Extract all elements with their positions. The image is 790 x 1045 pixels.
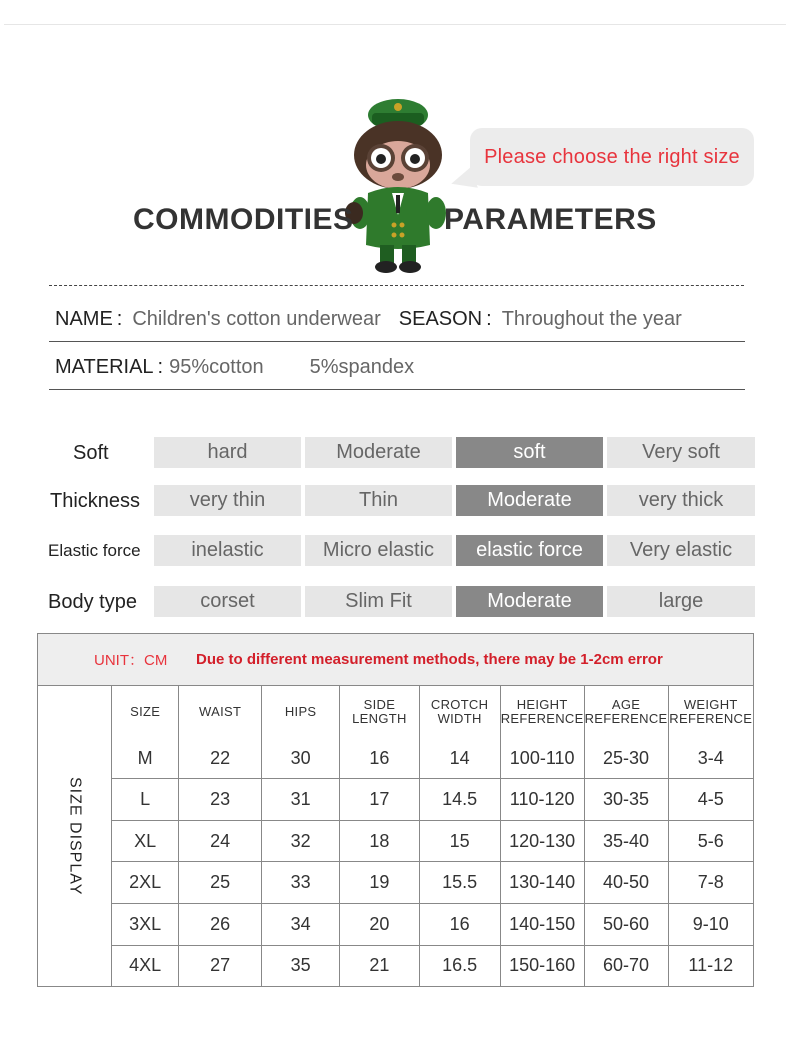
season-label: SEASON xyxy=(398,308,483,330)
attr-option-micro-elastic[interactable]: Micro elastic xyxy=(305,535,452,566)
attr-option-very-elastic[interactable]: Very elastic xyxy=(607,535,755,566)
title-parameters: PARAMETERS xyxy=(444,203,657,236)
header-side-length: SIDE LENGTH xyxy=(340,686,419,738)
table-row xyxy=(112,820,753,862)
material-separator: : xyxy=(157,356,164,378)
cell-hips: 33 xyxy=(261,862,339,904)
table-row xyxy=(112,904,753,946)
attr-label-thickness: Thickness xyxy=(50,489,141,512)
attr-option-moderate-body-selected[interactable]: Moderate xyxy=(456,586,603,617)
cell-size: L xyxy=(112,779,179,821)
attr-option-moderate-selected[interactable]: Moderate xyxy=(456,485,603,516)
cell-side-length: 16 xyxy=(340,738,419,779)
header-size: SIZE xyxy=(112,686,179,738)
attr-option-very-thin[interactable]: very thin xyxy=(154,485,301,516)
speech-bubble-text: Please choose the right size xyxy=(484,145,740,168)
measurement-note: Due to different measurement methods, there may be 1-2cm error xyxy=(196,651,663,668)
attr-label-soft: Soft xyxy=(73,441,109,464)
title-commodities: COMMODITIES xyxy=(133,203,354,236)
cell-size: 3XL xyxy=(112,904,179,946)
cell-height-reference: 130-140 xyxy=(500,862,584,904)
cell-crotch-width: 16 xyxy=(419,904,500,946)
attr-option-slim-fit[interactable]: Slim Fit xyxy=(305,586,452,617)
cell-age-reference: 40-50 xyxy=(584,862,668,904)
cell-weight-reference: 7-8 xyxy=(668,862,753,904)
cell-hips: 31 xyxy=(261,779,339,821)
header-weight-reference: WEIGHT REFERENCE xyxy=(668,686,753,738)
unit-label: UNIT：CM xyxy=(94,652,168,669)
cell-hips: 30 xyxy=(261,738,339,779)
cell-crotch-width: 15 xyxy=(419,820,500,862)
cell-crotch-width: 15.5 xyxy=(419,862,500,904)
attr-option-large[interactable]: large xyxy=(607,586,755,617)
cell-side-length: 21 xyxy=(340,945,419,986)
cell-side-length: 19 xyxy=(340,862,419,904)
cell-age-reference: 50-60 xyxy=(584,904,668,946)
material-value-cotton: 95%cotton xyxy=(169,356,264,378)
cell-age-reference: 35-40 xyxy=(584,820,668,862)
cell-waist: 24 xyxy=(179,820,262,862)
attr-label-elastic-force: Elastic force xyxy=(48,541,141,560)
table-row xyxy=(112,945,753,986)
cell-height-reference: 100-110 xyxy=(500,738,584,779)
cell-weight-reference: 4-5 xyxy=(668,779,753,821)
header-height-reference: HEIGHT REFERENCE xyxy=(500,686,584,738)
attr-option-moderate[interactable]: Moderate xyxy=(305,437,452,468)
cell-weight-reference: 3-4 xyxy=(668,738,753,779)
cell-hips: 34 xyxy=(261,904,339,946)
cell-height-reference: 140-150 xyxy=(500,904,584,946)
cell-waist: 27 xyxy=(179,945,262,986)
name-value: Children's cotton underwear xyxy=(132,308,381,330)
cell-crotch-width: 14.5 xyxy=(419,779,500,821)
header-age-reference: AGE REFERENCE xyxy=(584,686,668,738)
name-label: NAME xyxy=(55,308,113,330)
cell-size: 2XL xyxy=(112,862,179,904)
cell-height-reference: 120-130 xyxy=(500,820,584,862)
speech-bubble xyxy=(470,128,754,186)
top-divider xyxy=(4,24,786,25)
size-display-text: SIZE DISPLAY xyxy=(66,776,84,896)
cell-age-reference: 60-70 xyxy=(584,945,668,986)
cell-waist: 22 xyxy=(179,738,262,779)
material-row xyxy=(49,346,745,390)
cell-size: 4XL xyxy=(112,945,179,986)
table-row xyxy=(112,862,753,904)
cell-height-reference: 150-160 xyxy=(500,945,584,986)
cell-waist: 26 xyxy=(179,904,262,946)
cell-size: M xyxy=(112,738,179,779)
header-hips: HIPS xyxy=(261,686,339,738)
table-row xyxy=(112,779,753,821)
size-grid xyxy=(112,686,753,986)
unit-bar xyxy=(38,634,753,686)
cell-hips: 35 xyxy=(261,945,339,986)
cell-size: XL xyxy=(112,820,179,862)
mascot-character-icon xyxy=(338,85,458,275)
size-table xyxy=(37,633,754,987)
cell-crotch-width: 14 xyxy=(419,738,500,779)
attr-option-inelastic[interactable]: inelastic xyxy=(154,535,301,566)
attr-label-body-type: Body type xyxy=(48,590,137,613)
cell-side-length: 20 xyxy=(340,904,419,946)
name-separator: : xyxy=(116,308,123,330)
cell-age-reference: 30-35 xyxy=(584,779,668,821)
cell-side-length: 17 xyxy=(340,779,419,821)
season-separator: : xyxy=(486,308,492,330)
attr-option-elastic-force-selected[interactable]: elastic force xyxy=(456,535,603,566)
size-display-label xyxy=(38,686,112,986)
attr-option-corset[interactable]: corset xyxy=(154,586,301,617)
cell-weight-reference: 9-10 xyxy=(668,904,753,946)
table-row xyxy=(112,738,753,779)
cell-waist: 25 xyxy=(179,862,262,904)
cell-height-reference: 110-120 xyxy=(500,779,584,821)
attr-option-soft-selected[interactable]: soft xyxy=(456,437,603,468)
material-value-spandex: 5%spandex xyxy=(309,356,415,378)
cell-side-length: 18 xyxy=(340,820,419,862)
header-waist: WAIST xyxy=(179,686,262,738)
attr-option-very-soft[interactable]: Very soft xyxy=(607,437,755,468)
dashed-divider xyxy=(49,285,744,286)
size-header-row xyxy=(112,686,753,738)
header-crotch-width: CROTCH WIDTH xyxy=(419,686,500,738)
attr-option-very-thick[interactable]: very thick xyxy=(607,485,755,516)
cell-weight-reference: 5-6 xyxy=(668,820,753,862)
cell-age-reference: 25-30 xyxy=(584,738,668,779)
season-value: Throughout the year xyxy=(501,308,682,330)
material-label: MATERIAL xyxy=(55,356,154,378)
name-season-row xyxy=(49,298,745,342)
cell-hips: 32 xyxy=(261,820,339,862)
cell-weight-reference: 11-12 xyxy=(668,945,753,986)
attr-option-hard[interactable]: hard xyxy=(154,437,301,468)
attr-option-thin[interactable]: Thin xyxy=(305,485,452,516)
cell-crotch-width: 16.5 xyxy=(419,945,500,986)
cell-waist: 23 xyxy=(179,779,262,821)
